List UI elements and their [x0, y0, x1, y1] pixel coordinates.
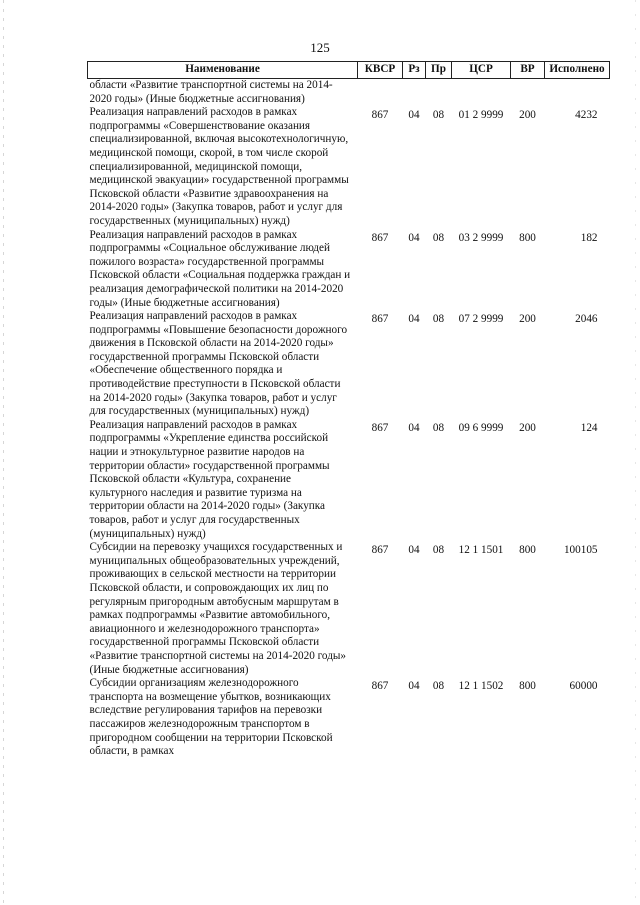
row-kvsr	[358, 79, 403, 107]
row-kvsr: 867	[371, 109, 389, 122]
row-vr	[511, 79, 545, 107]
row-name: Субсидии на перевозку учащихся государственных и муниципальных общеобразовательных учреждений, проживающих в сельской местности на территории Псковской области, и сопровождающих их лиц по регулярным пригородным автобусным маршрутам в рамках подпрограммы «Развитие автомобильного, авиационного и железнодорожного транспорта» государственной программы Псковской области «Развитие транспортной системы на 2014-2020 годы» (Иные бюджетные ассигнования)	[89, 541, 346, 676]
row-kvsr: 867	[371, 544, 389, 557]
row-pr: 08	[432, 680, 445, 693]
row-rz: 04	[408, 231, 420, 244]
header-pr: Пр	[426, 62, 452, 79]
row-ispolneno: 60000	[569, 680, 598, 693]
row-ispolneno: 182	[580, 231, 598, 244]
row-rz: 04	[408, 680, 420, 693]
row-pr: 08	[432, 421, 445, 434]
row-rz: 04	[408, 313, 420, 326]
table-row	[88, 677, 610, 759]
budget-table	[87, 61, 610, 759]
row-name: Реализация направлений расходов в рамках подпрограммы «Повышение безопасности дорожного движения в Псковской области на 2014-2020 годы» государственной программы Псковской области «Обеспечение общественного порядка и противодействие преступности в Псковской области на 2014-2020 годы» (Закупка товаров, работ и услуг для государственных (муниципальных) нужд)	[89, 310, 348, 418]
row-name: области «Развитие транспортной системы на 2014-2020 годы» (Иные бюджетные ассигнования)	[89, 79, 333, 105]
table-header-row	[88, 62, 610, 79]
row-vr: 800	[519, 544, 536, 557]
header-kvsr: КВСР	[358, 62, 403, 79]
row-rz: 04	[408, 109, 420, 122]
row-csr: 03 2 9999	[458, 231, 504, 244]
table-row	[88, 79, 610, 107]
row-kvsr: 867	[371, 313, 389, 326]
row-name: Реализация направлений расходов в рамках подпрограммы «Социальное обслуживание людей пожилого возраста» государственной программы Псковской области «Социальная поддержка граждан и реализация демографической политики на 2014-2020 годы» (Иные бюджетные ассигнования)	[89, 228, 351, 309]
header-ispolneno: Исполнено	[545, 62, 610, 79]
header-vr: ВР	[511, 62, 545, 79]
table-row	[88, 541, 610, 677]
table-row	[88, 229, 610, 311]
row-vr: 800	[519, 680, 536, 693]
page-number: 125	[310, 40, 330, 55]
row-ispolneno: 2046	[575, 313, 598, 326]
row-csr: 07 2 9999	[458, 313, 504, 326]
scan-edge-right	[635, 0, 636, 905]
row-vr: 800	[519, 231, 536, 244]
row-csr: 12 1 1502	[458, 680, 504, 693]
row-rz	[403, 79, 426, 107]
row-pr	[426, 79, 452, 107]
row-csr: 12 1 1501	[458, 544, 504, 557]
row-pr: 08	[432, 544, 445, 557]
row-vr: 200	[519, 421, 536, 434]
header-csr: ЦСР	[452, 62, 511, 79]
row-rz: 04	[408, 421, 420, 434]
table-row	[88, 419, 610, 541]
row-ispolneno: 124	[580, 421, 598, 434]
table-row	[88, 106, 610, 228]
row-ispolneno: 4232	[575, 109, 598, 122]
row-kvsr: 867	[371, 421, 389, 434]
row-rz: 04	[408, 544, 420, 557]
row-ispolneno	[545, 79, 610, 107]
row-vr: 200	[519, 109, 536, 122]
row-name: Реализация направлений расходов в рамках подпрограммы «Укрепление единства российской нации и этнокультурное развитие народов на территории области» государственной программы Псковской области «Культура, сохранение культурного наследия и развитие туризма на территории области на 2014-2020 годы» (Закупка товаров, работ и услуг для государственных (муниципальных) нужд)	[89, 418, 330, 540]
row-ispolneno: 100105	[563, 544, 598, 557]
row-kvsr: 867	[371, 231, 389, 244]
row-name: Субсидии организациям железнодорожного транспорта на возмещение убытков, возникающих вследствие регулирования тарифов на перевозки пассажиров железнодорожным транспортом в пригородном сообщении на территории Псковской области, в рамках	[89, 677, 333, 758]
row-csr	[452, 79, 511, 107]
row-csr: 01 2 9999	[458, 109, 504, 122]
table-row	[88, 310, 610, 419]
row-pr: 08	[432, 231, 445, 244]
row-kvsr: 867	[371, 680, 389, 693]
row-name: Реализация направлений расходов в рамках подпрограммы «Совершенствование оказания специализированной, включая высокотехнологичную, медицинской помощи, скорой, в том числе скорой специализированной, медицинской помощи, медицинской эвакуации» государственной программы Псковской области «Развитие здравоохранения на 2014-2020 годы» (Закупка товаров, работ и услуг для государственных (муниципальных) нужд)	[89, 106, 349, 227]
header-rz: Рз	[403, 62, 426, 79]
row-pr: 08	[432, 313, 445, 326]
row-pr: 08	[432, 109, 445, 122]
header-name: Наименование	[88, 62, 358, 79]
scan-edge-left	[3, 0, 4, 905]
row-vr: 200	[519, 313, 536, 326]
row-csr: 09 6 9999	[458, 421, 504, 434]
